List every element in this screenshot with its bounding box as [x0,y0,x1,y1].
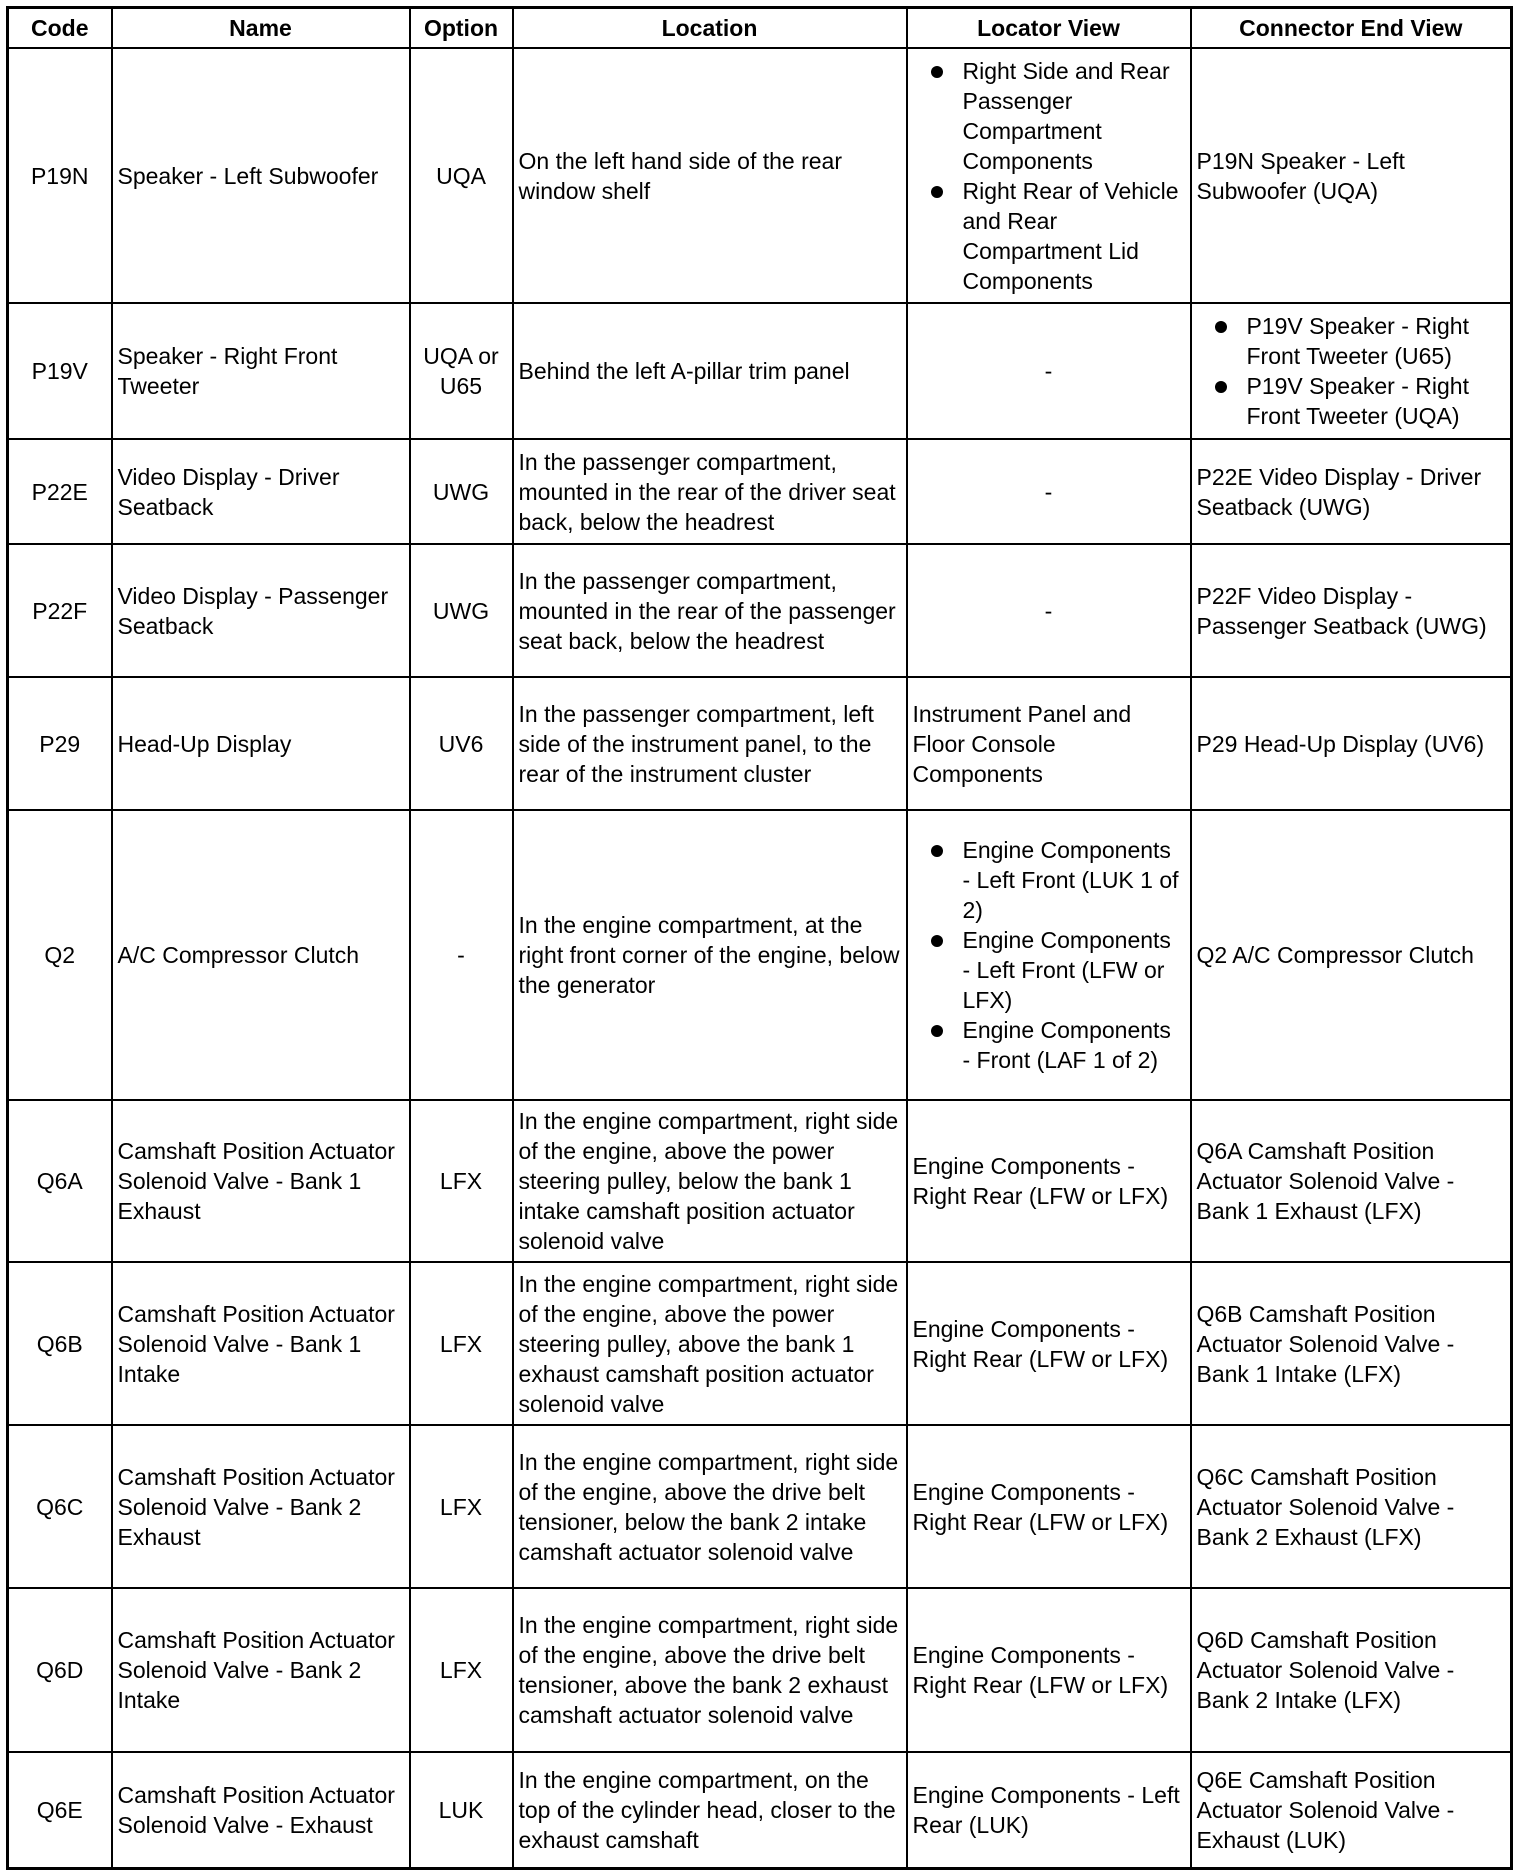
connector-end-view-list [1197,311,1506,431]
location-cell: In the passenger compartment, mounted in the rear of the driver seat back, below the headrest [513,439,907,544]
option-cell: LFX [410,1588,513,1752]
locator-view-none: - [1044,597,1053,624]
connector-end-view-cell [1191,48,1512,303]
locator-view-cell [907,1752,1191,1868]
location-cell: In the engine compartment, right side of the engine, above the drive belt tensioner, above the bank 2 exhaust camshaft actuator solenoid valve [513,1588,907,1752]
code-cell: P22E [8,439,112,544]
code-cell: P22F [8,544,112,677]
option-cell: LFX [410,1262,513,1425]
option-cell: UV6 [410,677,513,810]
name-cell: Camshaft Position Actuator Solenoid Valve - Bank 1 Exhaust [112,1100,410,1262]
name-cell: Speaker - Right Front Tweeter [112,303,410,439]
table-row [8,48,1512,303]
locator-view-link[interactable]: Right Side and Rear Passenger Compartment Components [963,56,1185,176]
option-cell: UQA [410,48,513,303]
locator-view-cell [907,544,1191,677]
table-row [8,544,1512,677]
code-cell: Q6E [8,1752,112,1868]
locator-view-list [913,56,1185,296]
locator-view-cell [907,48,1191,303]
option-cell: UQA or U65 [410,303,513,439]
connector-end-view-cell [1191,1588,1512,1752]
name-cell: Speaker - Left Subwoofer [112,48,410,303]
location-cell: In the passenger compartment, left side of the instrument panel, to the rear of the instrument cluster [513,677,907,810]
connector-end-view-cell [1191,1752,1512,1868]
connector-end-view-link[interactable]: P22E Video Display - Driver Seatback (UWG) [1196,463,1482,520]
connector-end-view-link[interactable]: Q6D Camshaft Position Actuator Solenoid Valve - Bank 2 Intake (LFX) [1196,1627,1455,1713]
table-row [8,677,1512,810]
locator-view-cell [907,810,1191,1100]
code-cell: P29 [8,677,112,810]
code-cell: P19N [8,48,112,303]
locator-view-none: - [1044,358,1053,384]
connector-end-view-link[interactable]: Q2 A/C Compressor Clutch [1196,942,1474,968]
table-row [8,1100,1512,1262]
option-cell: LUK [410,1752,513,1868]
connector-end-view-cell [1191,1425,1512,1588]
connector-end-view-link[interactable]: Q6C Camshaft Position Actuator Solenoid Valve - Bank 2 Exhaust (LFX) [1196,1463,1455,1550]
location-cell: In the engine compartment, at the right front corner of the engine, below the generator [513,810,907,1100]
code-cell: P19V [8,303,112,439]
option-cell: LFX [410,1425,513,1588]
location-cell: Behind the left A-pillar trim panel [513,303,907,439]
location-cell: On the left hand side of the rear window shelf [513,48,907,303]
locator-view-cell [907,1262,1191,1425]
connector-end-view-link[interactable]: P22F Video Display - Passenger Seatback (UWG) [1196,582,1487,639]
name-cell: Video Display - Driver Seatback [112,439,410,544]
component-locator-table [6,6,1513,1870]
connector-end-view-link[interactable]: P19N Speaker - Left Subwoofer (UQA) [1196,147,1405,204]
locator-view-link[interactable]: Instrument Panel and Floor Console Components [912,700,1132,787]
locator-view-link[interactable]: Engine Components - Left Front (LUK 1 of 2) [963,835,1185,925]
connector-end-view-cell [1191,439,1512,544]
name-cell: A/C Compressor Clutch [112,810,410,1100]
locator-view-link[interactable]: Engine Components - Left Rear (LUK) [912,1781,1180,1838]
locator-view-cell [907,303,1191,439]
connector-end-view-link[interactable]: P19V Speaker - Right Front Tweeter (UQA) [1247,371,1506,431]
locator-view-none: - [1044,478,1053,505]
connector-end-view-cell [1191,1262,1512,1425]
name-cell: Camshaft Position Actuator Solenoid Valve - Bank 2 Intake [112,1588,410,1752]
connector-end-view-cell [1191,303,1512,439]
locator-view-cell [907,1100,1191,1262]
table-row [8,1588,1512,1752]
location-cell: In the engine compartment, right side of the engine, above the power steering pulley, below the bank 1 intake camshaft position actuator solenoid valve [513,1100,907,1262]
option-cell: LFX [410,1100,513,1262]
locator-view-link[interactable]: Engine Components - Right Rear (LFW or LFX) [912,1642,1169,1698]
code-cell: Q2 [8,810,112,1100]
header-connector-end-view: Connector End View [1191,8,1512,49]
code-cell: Q6A [8,1100,112,1262]
locator-view-link[interactable]: Engine Components - Right Rear (LFW or LFX) [912,1478,1169,1535]
name-cell: Head-Up Display [112,677,410,810]
name-cell: Video Display - Passenger Seatback [112,544,410,677]
name-cell: Camshaft Position Actuator Solenoid Valve - Bank 1 Intake [112,1262,410,1425]
connector-end-view-cell [1191,677,1512,810]
locator-view-list [913,835,1185,1075]
connector-end-view-link[interactable]: P29 Head-Up Display (UV6) [1196,730,1485,757]
option-cell: UWG [410,544,513,677]
option-cell: UWG [410,439,513,544]
table-row [8,1425,1512,1588]
connector-end-view-link[interactable]: Q6B Camshaft Position Actuator Solenoid Valve - Bank 1 Intake (LFX) [1196,1300,1455,1387]
location-cell: In the passenger compartment, mounted in the rear of the passenger seat back, below the headrest [513,544,907,677]
header-name: Name [112,8,410,49]
locator-view-link[interactable]: Engine Components - Right Rear (LFW or LFX) [912,1153,1169,1209]
locator-view-link[interactable]: Engine Components - Right Rear (LFW or LFX) [912,1315,1169,1372]
code-cell: Q6C [8,1425,112,1588]
locator-view-cell [907,1588,1191,1752]
locator-view-cell [907,439,1191,544]
name-cell: Camshaft Position Actuator Solenoid Valve - Bank 2 Exhaust [112,1425,410,1588]
table-row [8,810,1512,1100]
location-cell: In the engine compartment, on the top of the cylinder head, closer to the exhaust camshaft [513,1752,907,1868]
connector-end-view-cell [1191,810,1512,1100]
locator-view-link[interactable]: Engine Components - Front (LAF 1 of 2) [963,1015,1185,1075]
connector-end-view-cell [1191,1100,1512,1262]
code-cell: Q6D [8,1588,112,1752]
connector-end-view-link[interactable]: Q6E Camshaft Position Actuator Solenoid Valve - Exhaust (LUK) [1196,1766,1455,1853]
header-row [8,8,1512,49]
header-code: Code [8,8,112,49]
table-row [8,1262,1512,1425]
locator-view-link[interactable]: Engine Components - Left Front (LFW or LFX) [963,925,1185,1015]
locator-view-cell [907,1425,1191,1588]
connector-end-view-link[interactable]: P19V Speaker - Right Front Tweeter (U65) [1247,311,1506,371]
header-location: Location [513,8,907,49]
connector-end-view-cell [1191,544,1512,677]
header-option: Option [410,8,513,49]
connector-end-view-link[interactable]: Q6A Camshaft Position Actuator Solenoid Valve - Bank 1 Exhaust (LFX) [1196,1138,1455,1224]
location-cell: In the engine compartment, right side of the engine, above the power steering pulley, above the bank 1 exhaust camshaft position actuator solenoid valve [513,1262,907,1425]
header-locator-view: Locator View [907,8,1191,49]
location-cell: In the engine compartment, right side of the engine, above the drive belt tensioner, below the bank 2 intake camshaft actuator solenoid valve [513,1425,907,1588]
table-row [8,1752,1512,1868]
code-cell: Q6B [8,1262,112,1425]
name-cell: Camshaft Position Actuator Solenoid Valve - Exhaust [112,1752,410,1868]
table-row [8,303,1512,439]
locator-view-link[interactable]: Right Rear of Vehicle and Rear Compartment Lid Components [963,176,1185,296]
option-cell: - [410,810,513,1100]
locator-view-cell [907,677,1191,810]
table-row [8,439,1512,544]
